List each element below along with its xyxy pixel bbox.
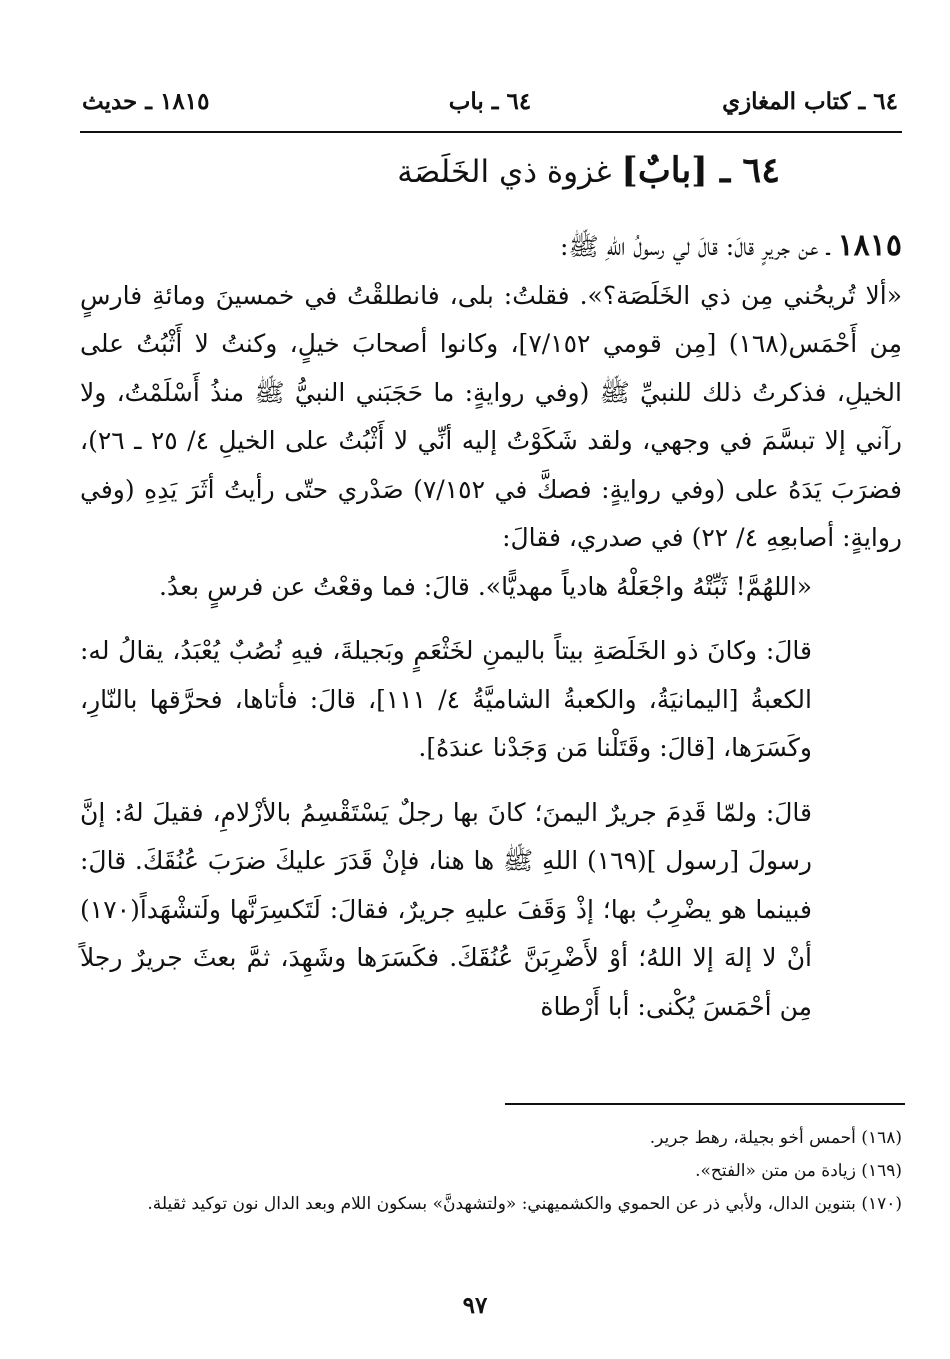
hadith-number: ١٨١٥ [837,228,902,263]
page-number: ٩٧ [462,1292,488,1319]
hadith-intro-line [80,222,902,272]
footnote-170: (١٧٠) بتنوين الدال، ولأبي ذر عن الحموي والكشميهني: «ولتشهدنَّ» بسكون اللام وبعد الدال نون توكيد ثقيلة. [147,1194,902,1214]
paragraph-2: «اللهُمَّ! ثَبِّتْهُ واجْعَلْهُ هادياً مهديًّا». قالَ: فما وقعْتُ عن فرسٍ بعدُ. [159,571,812,601]
header-rule [80,131,902,133]
running-head [82,88,898,122]
chapter-number: ٦٤ ـ [بابٌ] [621,150,780,191]
chapter-title: غزوة ذي الخَلَصَة [397,154,612,190]
footnotes [80,1122,902,1221]
hadith-intro: ـ عن جريرٍ قالَ: قالَ لي رسولُ اللهِ ﷺ: [560,232,830,261]
footnote-169: (١٦٩) زيادة من متن «الفتح». [695,1161,902,1181]
running-head-chapter: ٦٤ ـ باب [448,88,532,115]
paragraph-4: قالَ: ولمّا قَدِمَ جريرٌ اليمنَ؛ كانَ بها رجلٌ يَسْتَقْسِمُ بالأزْلامِ، فقيلَ لهُ: إنَّ رسولَ [رسول ](١٦٩) اللهِ ﷺ ها هنا، فإنْ قَدَرَ عليكَ ضرَبَ عُنُقَكَ. قالَ: فبينما هو يضْرِبُ بها؛ إذْ وَقَفَ عليهِ جريرٌ، فقالَ: لَتَكسِرَنَّها ولَتشْهَداً(١٧٠) أنْ لا إلهَ إلا اللهُ؛ أوْ لأَضْرِبَنَّ عُنُقَكَ. فكَسَرَها وشَهِدَ، ثمَّ بعثَ جريرٌ رجلاً مِن أحْمَسَ يُكْنى: أبا أَرْطاة [80,797,812,1021]
chapter-heading [80,143,780,200]
paragraph-3: قالَ: وكانَ ذو الخَلَصَةِ بيتاً باليمنِ لخَثْعَمٍ وبَجيلةَ، فيهِ نُصُبٌ يُعْبَدُ، يقالُ له: الكعبةُ [اليمانيَةُ، والكعبةُ الشاميَّةُ ٤/ ١١١]، قالَ: فأتاها، فحرَّقها بالنّارِ، وكَسَرَها، [قالَ: وقَتَلْنا مَن وَجَدْنا عندَهُ]. [80,636,812,762]
paragraph-1: «ألا تُريحُني مِن ذي الخَلَصَة؟». فقلتُ: بلى، فانطلقْتُ في خمسينَ ومائةِ فارسٍ مِن أَحْمَس(١٦٨) [مِن قومي ٧/١٥٢]، وكانوا أصحابَ خيلٍ، وكنتُ لا أَثْبُتُ على الخيلِ، فذكرتُ ذلك للنبيِّ ﷺ (وفي روايةٍ: ما حَجَبَني النبيُّ ﷺ منذُ أَسْلَمْتُ، ولا رآني إلا تبسَّمَ في وجهي، ولقد شَكَوْتُ إليه أنِّي لا أَثْبُتُ على الخيلِ ٤/ ٢٥ ـ ٢٦)، فضرَبَ يَدَهُ على (وفي روايةٍ: فصكَّ في ٧/١٥٢) صَدْري حتّى رأيتُ أثَرَ يَدِهِ (وفي روايةٍ: أصابعِهِ ٤/ ٢٢) في صدري، فقالَ: [80,280,903,552]
hadith-body [80,222,902,1031]
running-head-hadith: ١٨١٥ ـ حديث [82,88,210,115]
running-head-book: ٦٤ ـ كتاب المغازي [722,88,898,115]
footnote-168: (١٦٨) أحمس أخو بجيلة، رهط جرير. [649,1128,902,1148]
footnote-rule [505,1103,905,1105]
